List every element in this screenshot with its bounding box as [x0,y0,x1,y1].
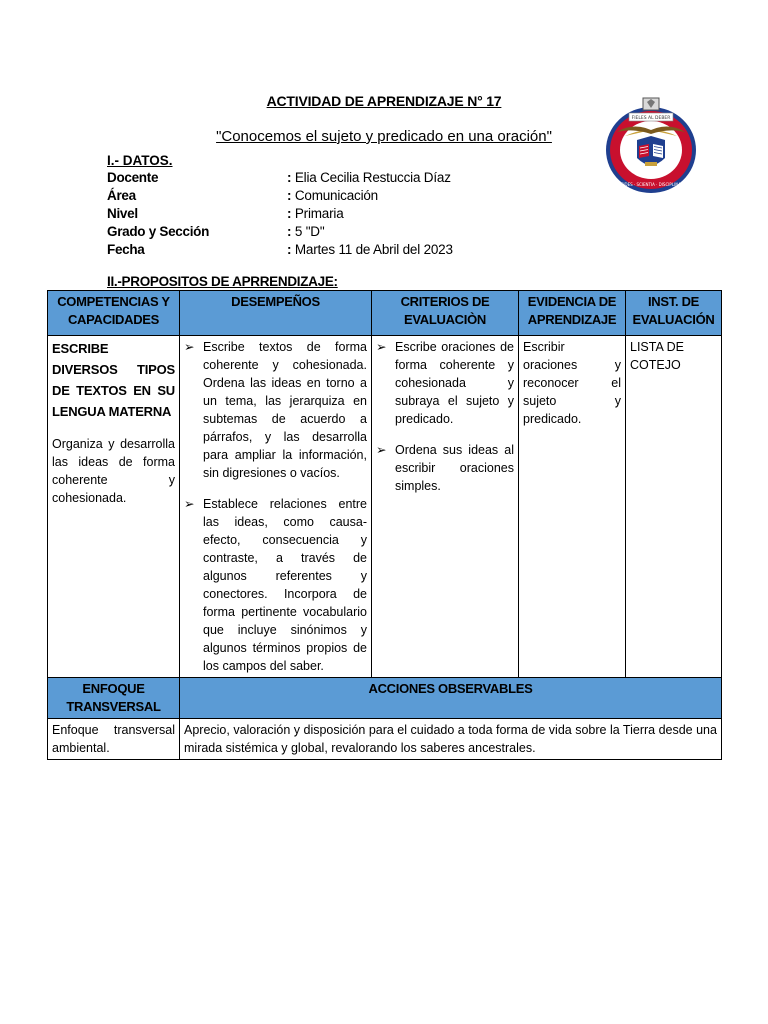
table-row [48,336,722,678]
table-row [48,719,722,760]
activity-subtitle: "Conocemos el sujeto y predicado en una oración" [216,128,552,145]
fecha-value: Martes 11 de Abril del 2023 [291,242,453,257]
header-enfoque: ENFOQUE TRANSVERSAL [48,678,180,719]
docente-colon: : [287,170,292,185]
datos-row-docente [107,169,451,187]
arrow-bullet-icon: ➢ [184,497,195,511]
area-value: Comunicación [291,188,378,203]
arrow-bullet-icon: ➢ [376,340,387,354]
competencia-cell [48,336,180,678]
header-instrumento: INST. DE EVALUACIÓN [626,291,722,336]
datos-heading: I.- DATOS. [107,153,173,168]
docente-value: Elia Cecilia Restuccia Díaz [291,170,451,185]
datos-row-fecha [107,241,453,259]
arrow-bullet-icon: ➢ [376,443,387,457]
enfoque-cell: Enfoque transversal ambiental. [48,719,180,760]
grado-value: 5 "D" [291,224,325,239]
evidencia-cell: Escribir oraciones y reconocer el sujeto y predicado. [519,336,626,678]
criterios-cell [372,336,519,678]
fecha-colon: : [287,242,292,257]
header-evidencia: EVIDENCIA DE APRENDIZAJE [519,291,626,336]
svg-text:FIELES AL DEBER: FIELES AL DEBER [631,116,671,121]
datos-row-nivel [107,205,344,223]
school-crest-logo [603,96,699,194]
grado-label: Grado y Sección [107,224,210,239]
table-header-row [48,291,722,336]
svg-text:FIDES · SCIENTIA · DISCIPLINA: FIDES · SCIENTIA · DISCIPLINA [621,182,681,187]
datos-section [107,152,453,259]
nivel-value: Primaria [291,206,344,221]
header-desempenos: DESEMPEÑOS [180,291,372,336]
criterio-1: Escribe oraciones de forma coherente y cohesionada y subraya el sujeto y predicado. [395,340,514,426]
arrow-bullet-icon: ➢ [184,340,195,354]
header-acciones: ACCIONES OBSERVABLES [180,678,722,719]
competencia-text: ESCRIBE DIVERSOS TIPOS DE TEXTOS EN SU LENGUA MATERNA [52,341,175,419]
datos-row-grado [107,223,325,241]
list-item [376,338,514,428]
instrumento-cell: LISTA DE COTEJO [626,336,722,678]
area-label: Área [107,188,136,203]
nivel-label: Nivel [107,206,138,221]
desempeno-2: Establece relaciones entre las ideas, como causa-efecto, consecuencia y contraste, a través de algunos referentes y conectores. Incorpora de forma pertinente vocabulario que incluye sinónimos y algunos términos propios de los campos del saber. [203,497,367,673]
list-item [184,495,367,675]
acciones-cell: Aprecio, valoración y disposición para el cuidado a toda forma de vida sobre la Tierra desde una mirada sistémica y global, revalorando los saberes ancestrales. [180,719,722,760]
list-item [184,338,367,482]
area-colon: : [287,188,292,203]
propositos-table [47,290,722,760]
header-criterios: CRITERIOS DE EVALUACIÒN [372,291,519,336]
list-item [376,441,514,495]
capacidad-text: Organiza y desarrolla las ideas de forma coherente y cohesionada. [52,437,175,505]
fecha-label: Fecha [107,242,145,257]
grado-colon: : [287,224,292,239]
desempenos-cell [180,336,372,678]
propositos-heading: II.-PROPOSITOS DE APRRENDIZAJE: [107,274,338,289]
datos-row-area [107,187,378,205]
criterio-2: Ordena sus ideas al escribir oraciones simples. [395,443,514,493]
header-competencias: COMPETENCIAS Y CAPACIDADES [48,291,180,336]
enfoque-header-row [48,678,722,719]
nivel-colon: : [287,206,292,221]
desempeno-1: Escribe textos de forma coherente y cohesionada. Ordena las ideas en torno a un tema, las jerarquiza en subtemas de acuerdo a párrafos, y las desarrolla para ampliar la información, sin digresiones o vacíos. [203,340,367,480]
docente-label: Docente [107,170,159,185]
activity-title: ACTIVIDAD DE APRENDIZAJE N° 17 [266,93,502,109]
